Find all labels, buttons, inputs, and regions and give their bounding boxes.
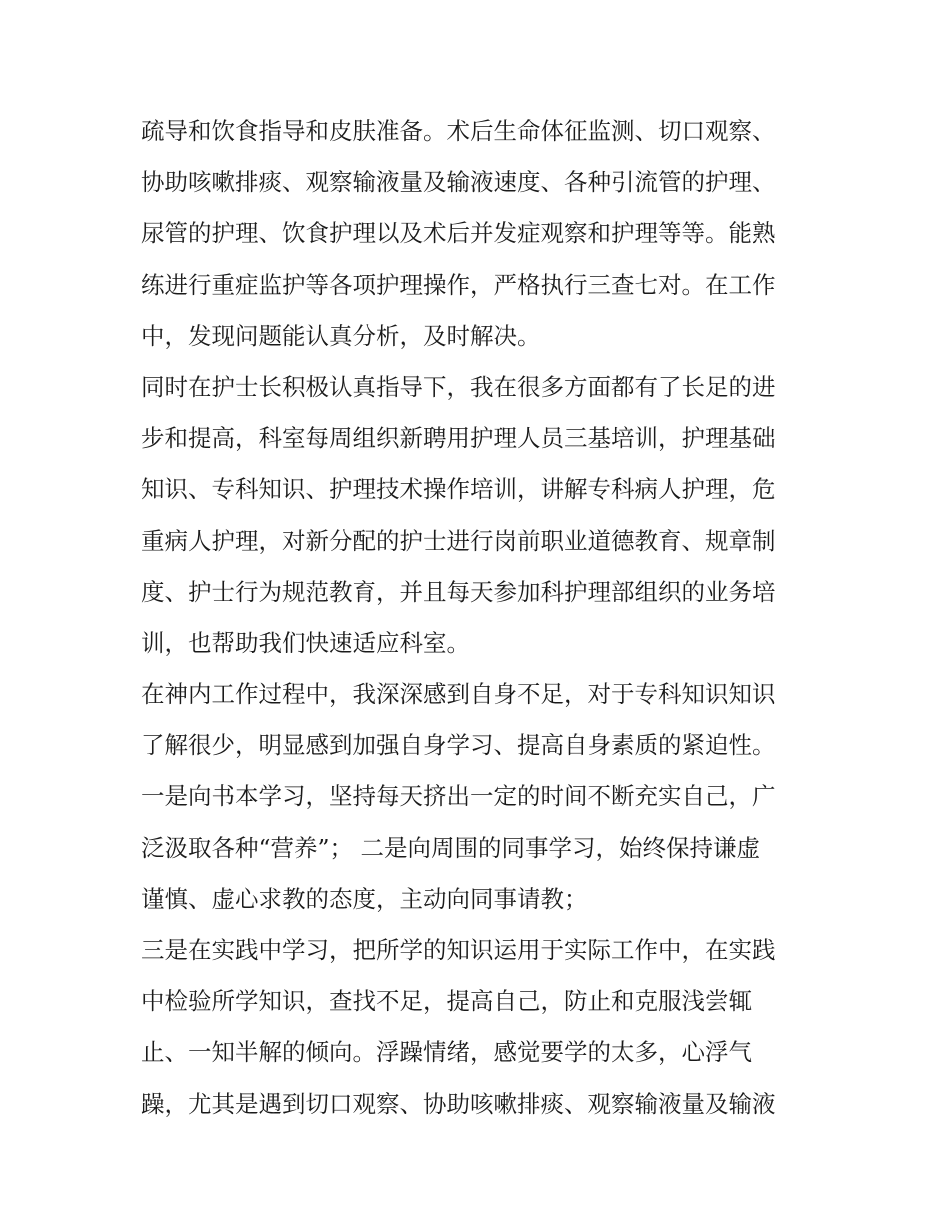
text-line: 度、护士行为规范教育，并且每天参加科护理部组织的业务培	[141, 577, 776, 606]
text-line: 知识、专科知识、护理技术操作培训，讲解专科病人护理，危	[141, 475, 776, 504]
text-line: 训，也帮助我们快速适应科室。	[141, 628, 470, 657]
text-line: 中，发现问题能认真分析，及时解决。	[141, 321, 541, 350]
text-line: 谨慎、虚心求教的态度，主动向同事请教；	[141, 884, 588, 913]
text-line: 泛汲取各种“营养”； 二是向周围的同事学习，始终保持谦虚	[141, 833, 760, 862]
text-line: 同时在护士长积极认真指导下，我在很多方面都有了长足的进	[141, 372, 776, 401]
text-line: 一是向书本学习，坚持每天挤出一定的时间不断充实自己，广	[141, 782, 776, 811]
text-line: 三是在实践中学习，把所学的知识运用于实际工作中，在实践	[141, 936, 776, 964]
text-line: 在神内工作过程中，我深深感到自身不足，对于专科知识知识	[141, 680, 776, 709]
text-line: 练进行重症监护等各项护理操作，严格执行三查七对。在工作	[141, 270, 776, 299]
text-line: 躁，尤其是遇到切口观察、协助咳嗽排痰、观察输液量及输液	[141, 1089, 776, 1118]
text-line: 止、一知半解的倾向。浮躁情绪，感觉要学的太多，心浮气	[141, 1038, 752, 1067]
text-line: 疏导和饮食指导和皮肤准备。术后生命体征监测、切口观察、	[141, 117, 776, 145]
text-line: 了解很少，明显感到加强自身学习、提高自身素质的紧迫性。	[141, 731, 776, 760]
text-line: 协助咳嗽排痰、观察输液量及输液速度、各种引流管的护理、	[141, 168, 776, 197]
text-line: 重病人护理，对新分配的护士进行岗前职业道德教育、规章制	[141, 526, 776, 555]
text-line: 步和提高，科室每周组织新聘用护理人员三基培训，护理基础	[141, 424, 776, 453]
text-line: 中检验所学知识，查找不足，提高自己，防止和克服浅尝辄	[141, 987, 752, 1016]
text-line: 尿管的护理、饮食护理以及术后并发症观察和护理等等。能熟	[141, 219, 776, 248]
document-body	[141, 106, 831, 1130]
